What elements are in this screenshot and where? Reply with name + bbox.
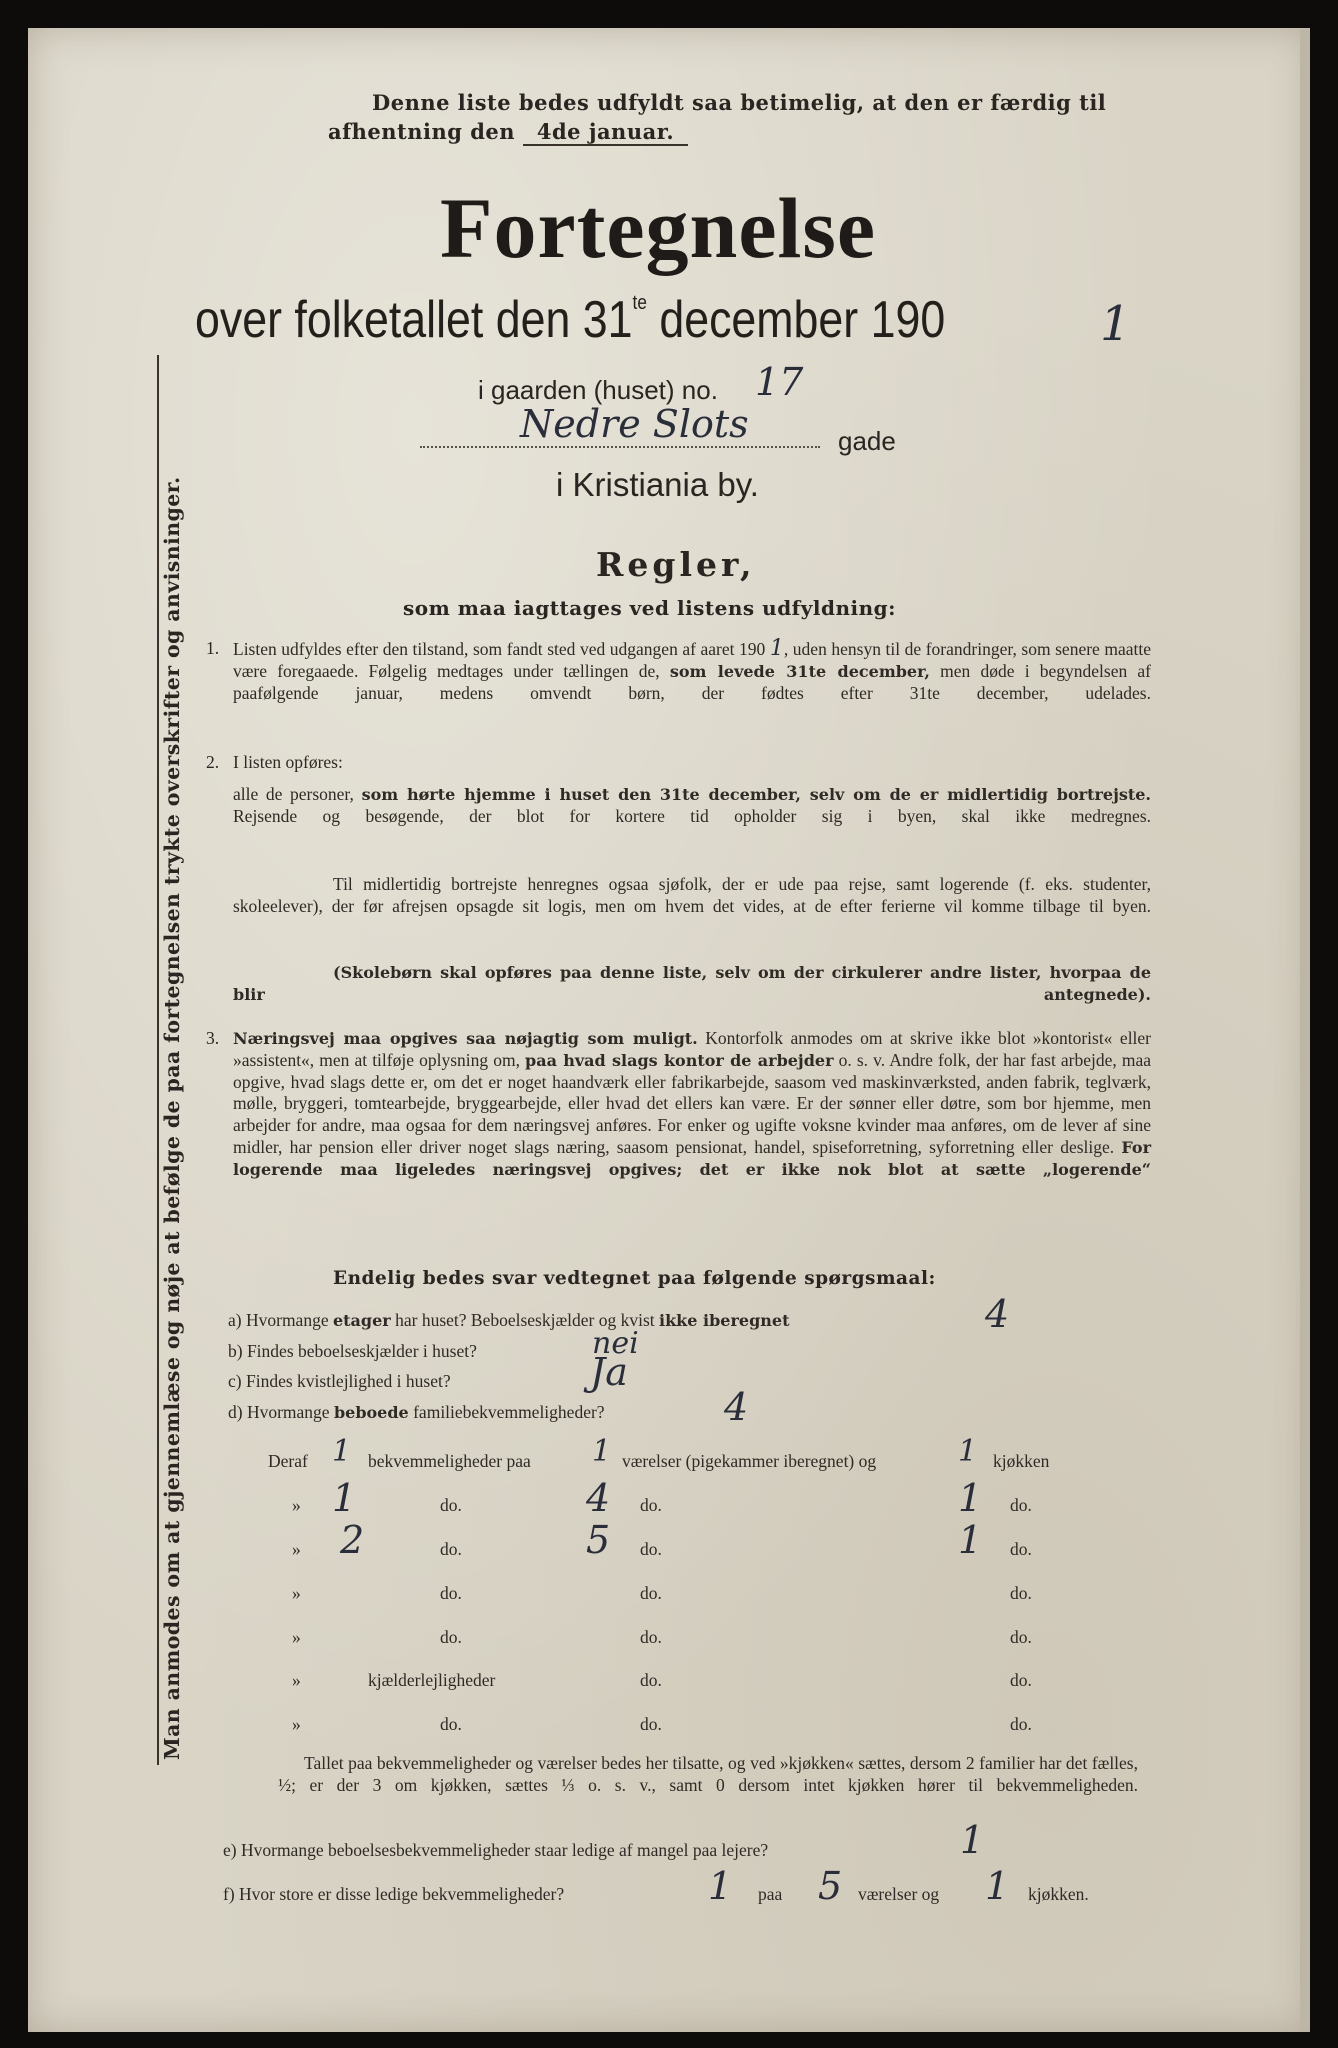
question-d-label: d) [228, 1402, 243, 1422]
subtitle-sup: te [632, 292, 647, 314]
question-e [223, 1840, 768, 1861]
row-do: do. [640, 1627, 662, 1647]
regler-subtitle: som maa iagttages ved listens udfyldning: [403, 596, 897, 620]
rule-2-paragraph-1 [233, 784, 1151, 828]
question-b-text: Findes beboelseskjælder i huset? [246, 1341, 477, 1361]
row-do: do. [440, 1495, 462, 1515]
rule-1-year: 1 [769, 636, 784, 661]
f-vaer: værelser og [858, 1884, 940, 1904]
table-row-1-vaer: 1 [592, 1434, 612, 1469]
question-f-text: Hvor store er disse ledige bekvemmeligheder? [239, 1884, 565, 1904]
row-do: do. [1010, 1627, 1032, 1647]
question-d [228, 1402, 605, 1423]
rule-1-text [233, 638, 1151, 704]
question-c-label: c) [228, 1371, 242, 1391]
question-d-text-1: Hvormange [246, 1402, 330, 1422]
row-do: do. [1010, 1714, 1032, 1734]
question-a-text-1: Hvormange [245, 1310, 329, 1330]
rule-1-part-c: men døde i begyndelsen af paafølgende januar, medens omvendt børn, der fødtes efter 31te december, udelades. [233, 660, 1152, 703]
row-do: do. [1010, 1495, 1032, 1515]
row-mark: » [292, 1583, 301, 1603]
table-col-bekv: bekvemmeligheder paa [368, 1451, 531, 1471]
question-b-label: b) [228, 1341, 243, 1361]
row-mark: » [292, 1714, 301, 1734]
answer-e: 1 [960, 1818, 985, 1862]
row-do: do. [440, 1714, 462, 1734]
f-kjokken: kjøkken. [1028, 1884, 1089, 1904]
answer-f-rooms: 5 [818, 1864, 843, 1908]
row-do: do. [640, 1539, 662, 1559]
question-a-label: a) [228, 1310, 242, 1330]
question-a [228, 1310, 789, 1331]
question-e-text: Hvormange beboelsesbekvemmeligheder staar ledige af mangel paa lejere? [240, 1840, 769, 1860]
gade-label: gade [838, 426, 896, 456]
header-line-2 [328, 119, 688, 144]
question-a-bold-1: etager [332, 1311, 391, 1330]
table-col-kjokken: kjøkken [993, 1451, 1050, 1471]
header-date: 4de januar. [523, 119, 688, 146]
row-do: do. [440, 1583, 462, 1603]
rule-1-part-b: , uden hensyn til de forandringer, som senere maatte være foregaaede. Følgelig medtages under tællingen de, [233, 639, 1151, 681]
row-mark: » [292, 1670, 301, 1690]
question-f [223, 1884, 564, 1905]
table-row-2-bekv: 1 [332, 1476, 357, 1520]
regler-title: Regler, [596, 545, 756, 584]
rule-3-text [233, 1028, 1151, 1181]
row-do: do. [640, 1495, 662, 1515]
rule-1-number: 1. [206, 638, 220, 658]
street-line [420, 446, 820, 448]
city-label: i Kristiania by. [556, 466, 759, 503]
table-row-1-bekv: 1 [332, 1434, 352, 1469]
handwritten-year: 1 [1100, 296, 1131, 352]
side-rule [157, 355, 159, 1765]
row-mark: » [292, 1495, 301, 1515]
rule-2-p1-b: Rejsende og besøgende, der blot for kortere tid opholder sig i byen, skal ikke medregnes. [233, 805, 1151, 826]
questions-heading: Endelig bedes svar vedtegnet paa følgende spørgsmaal: [333, 1268, 936, 1289]
question-a-text-2: har huset? Beboelseskjælder og kvist [395, 1310, 655, 1330]
question-e-label: e) [223, 1840, 237, 1860]
subtitle [195, 290, 945, 350]
answer-b: nei [592, 1326, 639, 1361]
rule-2-paragraph-3: (Skolebørn skal opføres paa denne liste, selv om der cirkulerer andre lister, hvorpaa de blir antegnede). [233, 963, 1151, 1004]
subtitle-prefix: over folketallet den 31 [195, 291, 633, 349]
rule-1-part-a: Listen udfyldes efter den tilstand, som fandt sted ved udgangen af aaret 190 [233, 639, 766, 659]
header-line-2-prefix: afhentning den [328, 119, 516, 144]
house-number: 17 [755, 360, 804, 404]
table-row-1-kjokken: 1 [958, 1434, 978, 1469]
rule-3-part-a: Kontorfolk anmodes om at skrive ikke blot »kontorist« eller »assistent«, men at tilføje oplysning om, [233, 1028, 1152, 1070]
row-do: do. [640, 1714, 662, 1734]
street-name: Nedre Slots [520, 402, 749, 446]
answer-d: 4 [724, 1385, 749, 1429]
row-mark: » [292, 1627, 301, 1647]
table-row-2-vaer: 4 [586, 1476, 611, 1520]
question-d-bold: beboede [333, 1403, 409, 1422]
question-f-label: f) [223, 1884, 235, 1904]
question-c [228, 1371, 451, 1392]
rule-3-bold-1: Næringsvej maa opgives saa nøjagtig som muligt. [233, 1029, 698, 1048]
side-note: Man anmodes om at gjennemlæse og nøje at befølge de paa fortegnelsen trykte overskrifter og anvisninger. [160, 476, 184, 1760]
gaard-label: i gaarden (huset) no. [478, 375, 718, 405]
answer-a: 4 [985, 1292, 1010, 1336]
answer-c: Ja [590, 1350, 628, 1394]
question-c-text: Findes kvistlejlighed i huset? [245, 1371, 451, 1391]
table-row-3-kjokken: 1 [958, 1518, 983, 1562]
answer-f-kitchen: 1 [985, 1864, 1010, 1908]
f-paa: paa [758, 1884, 783, 1904]
answer-f-count: 1 [708, 1864, 733, 1908]
row-do: do. [640, 1670, 662, 1690]
rule-1-bold: som levede 31te december, [669, 661, 930, 681]
rule-2-p1-a: alle de personer, [233, 784, 354, 804]
rule-2-paragraph-2: Til midlertidig bortrejste henregnes ogsaa sjøfolk, der er ude paa rejse, samt logerende (f. eks. studenter, skoleelever), der før afrejsen opsagde sit logis, men om hvem det vides, at de efter ferierne vil komme tilbage til byen. [233, 874, 1151, 916]
header-line-1: Denne liste bedes udfyldt saa betimelig, at den er færdig til [372, 90, 1107, 115]
row-do: do. [1010, 1670, 1032, 1690]
row-do: do. [440, 1539, 462, 1559]
rule-3-number: 3. [206, 1028, 220, 1048]
question-b [228, 1341, 477, 1362]
rule-3-bold-3: For logerende maa ligeledes næringsvej opgives; det er ikke nok blot at sætte „logerende“ [233, 1137, 1152, 1179]
rule-2-heading: I listen opføres: [233, 752, 343, 772]
row-do: do. [440, 1627, 462, 1647]
row-mark: » [292, 1539, 301, 1559]
row-do: do. [640, 1583, 662, 1603]
rule-2-p1-bold: som hørte hjemme i huset den 31te december, selv om de er midlertidig bortrejste. [361, 785, 1152, 804]
rule-2-number: 2. [206, 752, 220, 772]
row-do: do. [1010, 1583, 1032, 1603]
row-kjaelder: kjælderlejligheder [368, 1670, 496, 1690]
table-row-2-kjokken: 1 [958, 1476, 983, 1520]
subtitle-middle: december 190 [646, 291, 946, 349]
page-title: Fortegnelse [440, 180, 877, 276]
row-do: do. [1010, 1539, 1032, 1559]
rule-3-bold-2: paa hvad slags kontor de arbejder [525, 1050, 834, 1070]
table-deraf: Deraf [268, 1451, 308, 1471]
table-row-3-bekv: 2 [340, 1518, 365, 1562]
rule-3-part-b: o. s. v. Andre folk, der har fast arbejde, maa opgive, hvad slags dette er, om det er noget haandværk eller fabrikarbejde, saasom ved maskinværksted, anden fabrik, teglværk, mølle, bryggeri, tomtearbejde, bryggearbejde, eller hvad det ellers kan være. Er der sønner eller døtre, som bor hjemme, men arbejder for andre, maa ogsaa for dem næringsvej anføres. For enker og ugifte voksne kvinder maa anføres, om de lever af sine midler, har pension eller driver noget slags næring, saasom pensionat, handel, spiseforretning, syforretning eller deslige. [233, 1049, 1152, 1157]
question-a-bold-2: ikke iberegnet [659, 1311, 790, 1330]
paper-edge [1300, 30, 1310, 2030]
table-col-vaer: værelser (pigekammer iberegnet) og [622, 1451, 877, 1471]
table-row-3-vaer: 5 [586, 1518, 611, 1562]
question-d-text-2: familiebekvemmeligheder? [413, 1402, 605, 1422]
footer-note: Tallet paa bekvemmeligheder og værelser bedes her tilsatte, og ved »kjøkken« sættes, dersom 2 familier har det fælles, ½; er der 3 om kjøkken, sættes ⅓ o. s. v., samt 0 dersom intet kjøkken hører til bekvemmeligheden. [278, 1753, 1138, 1795]
